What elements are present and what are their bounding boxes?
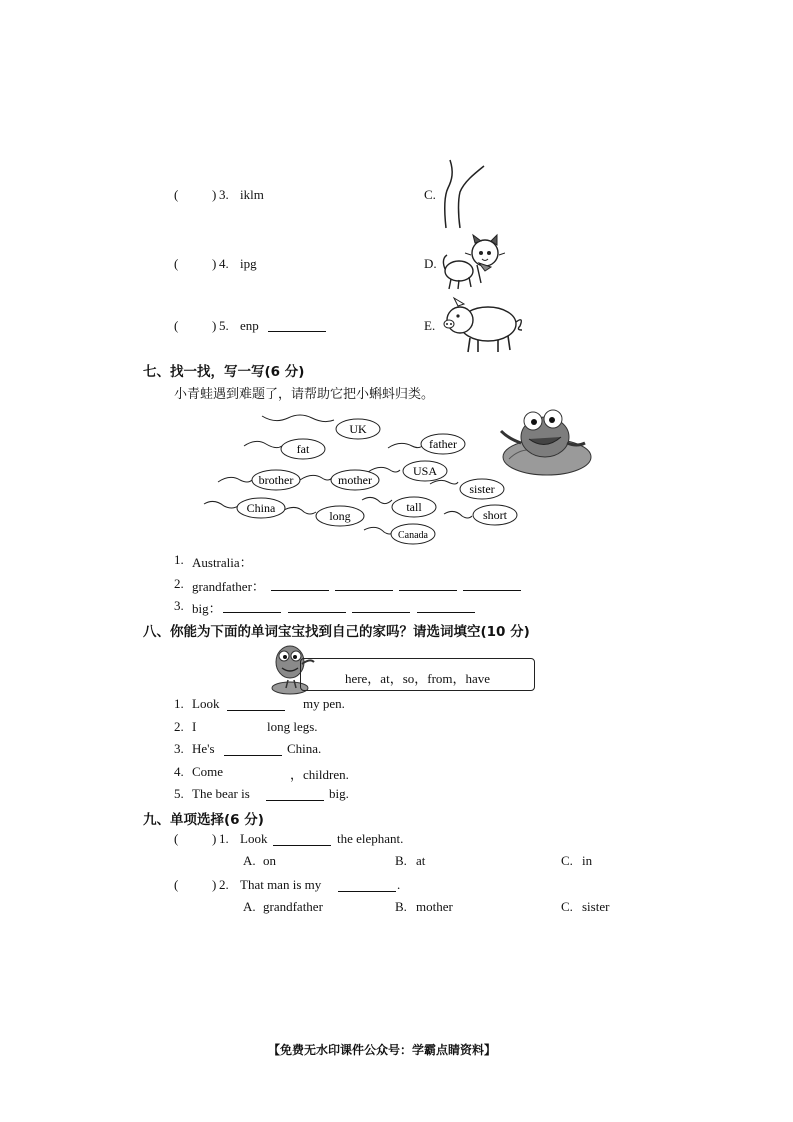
picture-letter: E. — [424, 318, 436, 333]
picture-letter: C. — [424, 187, 436, 202]
sentence-end: . — [397, 877, 401, 892]
answer-blank[interactable] — [224, 755, 282, 756]
tadpole-word: UK — [349, 422, 367, 436]
section-7-heading: 七、找一找，写一写(6 分) — [143, 364, 305, 380]
answer-blank[interactable] — [288, 612, 346, 613]
answer-blank[interactable] — [223, 612, 281, 613]
item-number: 1. — [174, 552, 184, 567]
tadpole-word: long — [329, 509, 351, 523]
answer-blank[interactable] — [227, 710, 285, 711]
answer-blank[interactable] — [266, 800, 324, 801]
item-number: 4. — [174, 764, 184, 779]
answer-blank[interactable] — [338, 891, 396, 892]
footer-note: 【免费无水印课件公众号：学霸点睛资料】 — [268, 1043, 497, 1057]
answer-blank[interactable] — [204, 733, 262, 734]
answer-blank[interactable] — [399, 590, 457, 591]
answer-blank[interactable] — [268, 331, 326, 332]
frog-on-leaf-picture — [495, 403, 593, 479]
option-b-letter: B. — [395, 899, 407, 914]
option-b[interactable]: at — [416, 853, 426, 868]
sentence-start: That man is my — [240, 877, 322, 892]
option-c-letter: C. — [561, 899, 573, 914]
sentence-end: ，children. — [290, 767, 349, 782]
option-a[interactable]: grandfather — [263, 899, 323, 914]
item-number: 3. — [174, 741, 184, 756]
word-bank-box — [300, 658, 535, 691]
answer-blank[interactable] — [463, 590, 521, 591]
sentence-start: Look — [240, 831, 268, 846]
sentence-end: China. — [287, 741, 322, 756]
option-c[interactable]: sister — [582, 899, 610, 914]
section-7-instruction: 小青蛙遇到难题了，请帮助它把小蝌蚪归类。 — [174, 387, 435, 402]
item-number: 1. — [219, 831, 229, 846]
item-number: 1. — [174, 696, 184, 711]
item-number: 3. — [174, 598, 184, 613]
option-c[interactable]: in — [582, 853, 593, 868]
answer-paren-close: ) — [212, 187, 217, 202]
option-a-letter: A. — [243, 853, 256, 868]
picture-letter: D. — [424, 256, 437, 271]
answer-paren-open[interactable]: ( — [174, 318, 179, 333]
pig-picture — [440, 296, 526, 354]
item-number: 2. — [174, 576, 184, 591]
option-a[interactable]: on — [263, 853, 276, 868]
answer-blank[interactable] — [273, 845, 331, 846]
tadpole-word: short — [483, 508, 507, 522]
answer-blank[interactable] — [335, 590, 393, 591]
answer-blank[interactable] — [417, 612, 475, 613]
cat-picture — [441, 233, 505, 291]
category-label: big： — [192, 601, 222, 616]
category-label: grandfather： — [192, 579, 265, 594]
item-number: 2. — [219, 877, 229, 892]
item-number: 5. — [174, 786, 184, 801]
answer-paren-close: ) — [212, 877, 217, 892]
answer-paren-open[interactable]: ( — [174, 256, 179, 271]
tadpole-word: Canada — [398, 530, 428, 541]
sentence-end: the elephant. — [337, 831, 404, 846]
sentence-start: He's — [192, 741, 215, 756]
answer-blank[interactable] — [271, 590, 329, 591]
scrambled-word: iklm — [240, 187, 264, 202]
tadpole-word: China — [246, 501, 276, 515]
tadpole-word: sister — [469, 482, 495, 496]
item-number: 5. — [219, 318, 229, 333]
answer-paren-close: ) — [212, 831, 217, 846]
answer-paren-open[interactable]: ( — [174, 831, 179, 846]
sentence-end: long legs. — [267, 719, 318, 734]
answer-paren-open[interactable]: ( — [174, 187, 179, 202]
section-8-heading: 八、你能为下面的单词宝宝找到自己的家吗？请选词填空(10 分) — [143, 624, 530, 640]
sentence-start: Look — [192, 696, 220, 711]
sentence-end: my pen. — [303, 696, 345, 711]
option-a-letter: A. — [243, 899, 256, 914]
item-number: 3. — [219, 187, 229, 202]
sentence-end: big. — [329, 786, 349, 801]
scrambled-word: ipg — [240, 256, 257, 271]
sentence-start: I — [192, 719, 197, 734]
tadpole-word: tall — [406, 500, 422, 514]
leg-picture — [440, 158, 490, 230]
section-9-heading: 九、单项选择(6 分) — [143, 812, 264, 828]
sentence-start: Come — [192, 764, 224, 779]
answer-paren-close: ) — [212, 318, 217, 333]
tadpole-word: brother — [258, 473, 294, 487]
scrambled-word: enp — [240, 318, 259, 333]
category-label: Australia： — [192, 555, 253, 570]
tadpole-diagram — [200, 410, 530, 550]
item-number: 2. — [174, 719, 184, 734]
option-b-letter: B. — [395, 853, 407, 868]
tadpole-word: fat — [296, 442, 310, 456]
answer-blank[interactable] — [352, 612, 410, 613]
option-c-letter: C. — [561, 853, 573, 868]
tadpole-word: USA — [412, 464, 438, 478]
answer-paren-open[interactable]: ( — [174, 877, 179, 892]
item-number: 4. — [219, 256, 229, 271]
word-bank-text: here，at，so，from，have — [344, 671, 491, 686]
tadpole-word: mother — [338, 473, 372, 487]
option-b[interactable]: mother — [416, 899, 453, 914]
answer-blank[interactable] — [230, 778, 288, 779]
sentence-start: The bear is — [192, 786, 250, 801]
answer-paren-close: ) — [212, 256, 217, 271]
tadpole-word: father — [429, 437, 457, 451]
